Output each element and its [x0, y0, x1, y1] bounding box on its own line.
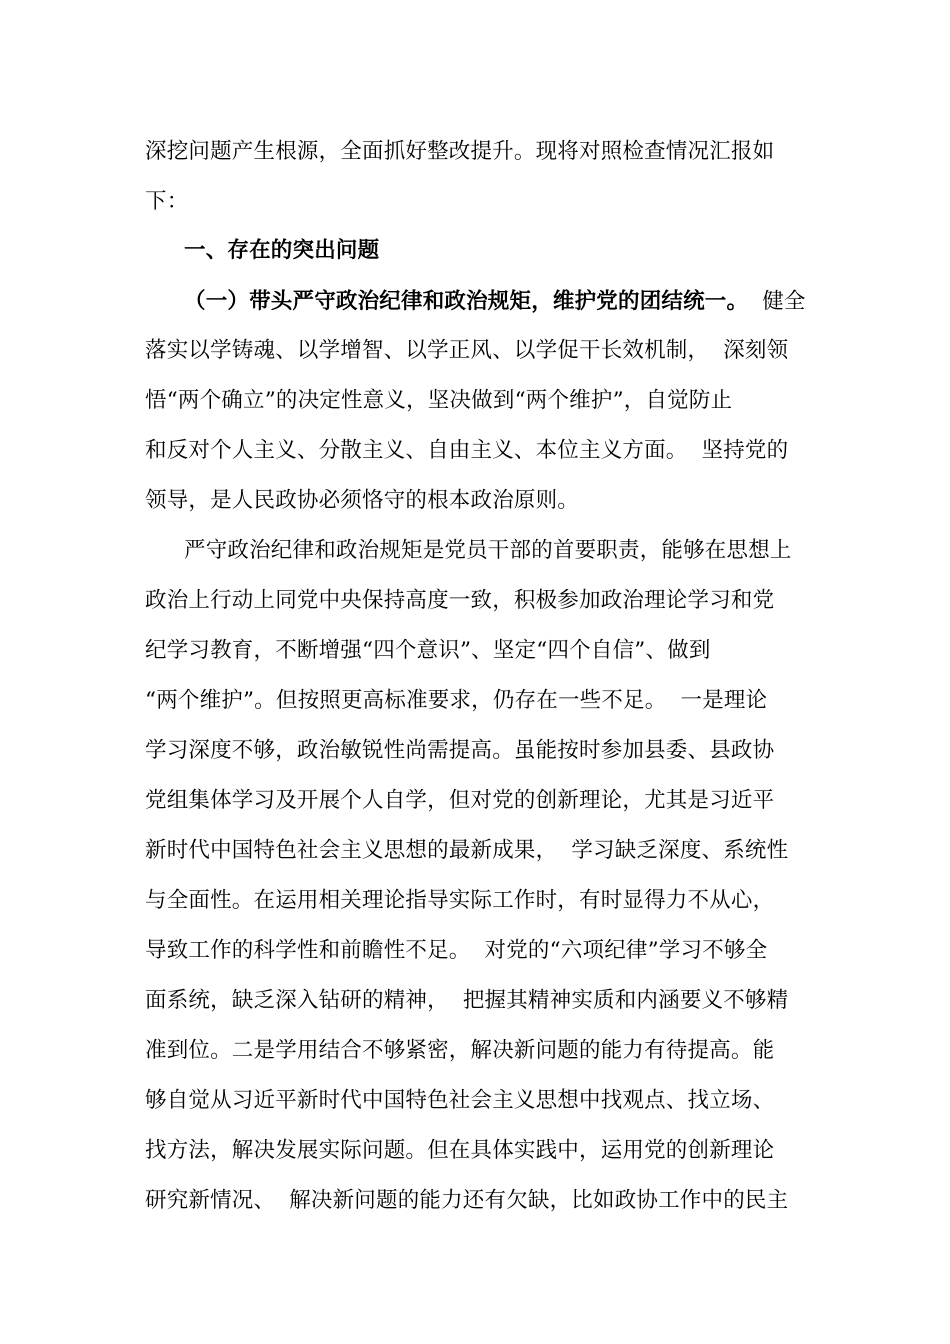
text-run: 下：	[145, 189, 189, 214]
paragraph-line	[145, 986, 815, 1016]
text-run: 把握其精神实质和内涵要义不够精	[462, 988, 789, 1013]
text-run: 学习深度不够，政治敏锐性尚需提高。虽能按时参加县委、县政协	[145, 738, 775, 763]
paragraph-line	[145, 1136, 815, 1166]
text-run: 政治上行动上同党中央保持高度一致，积极参加政治理论学习和党	[145, 588, 775, 613]
paragraph-line	[145, 137, 815, 167]
text-run: 落实以学铸魂、以学增智、以学正风、以学促干长效机制，	[145, 338, 710, 363]
paragraph-line	[145, 686, 815, 716]
text-run: 一是理论	[680, 688, 768, 713]
paragraph-line	[145, 386, 815, 416]
paragraph-line	[145, 187, 815, 217]
text-run: 解决新问题的能力还有欠缺，比如政协工作中的民主	[289, 1188, 789, 1213]
text-run: 健全	[762, 289, 806, 314]
text-run: 坚持党的	[701, 438, 789, 463]
paragraph-line	[145, 486, 815, 516]
text-run: 严守政治纪律和政治规矩是党员干部的首要职责，能够在思想上	[184, 538, 792, 563]
text-run: 够自觉从习近平新时代中国特色社会主义思想中找观点、找立场、	[145, 1088, 775, 1113]
text-run: 领导，是人民政协必须恪守的根本政治原则。	[145, 488, 580, 513]
heading-text: 一、存在的突出问题	[184, 238, 380, 263]
text-run: 找方法，解决发展实际问题。但在具体实践中，运用党的创新理论	[145, 1138, 775, 1163]
section-heading	[184, 236, 814, 266]
paragraph-line	[145, 936, 815, 966]
paragraph-line	[184, 287, 814, 317]
text-run: “两个维护”。但按照更高标准要求，仍存在一些不足。	[145, 688, 667, 713]
paragraph-line	[145, 436, 815, 466]
paragraph-line	[145, 586, 815, 616]
text-run: 党组集体学习及开展个人自学，但对党的创新理论，尤其是习近平	[145, 788, 775, 813]
text-run: 对党的“六项纪律”学习不够全	[484, 938, 768, 963]
text-run: 深刻领	[723, 338, 789, 363]
paragraph-line	[145, 336, 815, 366]
text-run: 与全面性。在运用相关理论指导实际工作时，有时显得力不从心，	[145, 888, 775, 913]
paragraph-line	[145, 1086, 815, 1116]
paragraph-line	[145, 1186, 815, 1216]
text-run: 学习缺乏深度、系统性	[571, 838, 789, 863]
text-run: 导致工作的科学性和前瞻性不足。	[145, 938, 471, 963]
subheading-text: （一）带头严守政治纪律和政治规矩，维护党的团结统一。	[184, 289, 749, 314]
paragraph-line	[184, 536, 814, 566]
paragraph-line	[145, 736, 815, 766]
text-run: 和反对个人主义、分散主义、自由主义、本位主义方面。	[145, 438, 688, 463]
text-run: 纪学习教育，不断增强“四个意识”、坚定“四个自信”、做到	[145, 638, 711, 663]
text-run: 新时代中国特色社会主义思想的最新成果，	[145, 838, 558, 863]
text-run: 深挖问题产生根源，全面抓好整改提升。现将对照检查情况汇报如	[145, 139, 775, 164]
text-run: 研究新情况、	[145, 1188, 276, 1213]
text-run: 面系统，缺乏深入钻研的精神，	[145, 988, 449, 1013]
paragraph-line	[145, 786, 815, 816]
text-run: 准到位。二是学用结合不够紧密，解决新问题的能力有待提高。能	[145, 1038, 775, 1063]
paragraph-line	[145, 886, 815, 916]
text-run: 悟“两个确立”的决定性意义，坚决做到“两个维护”，自觉防止	[145, 388, 733, 413]
paragraph-line	[145, 636, 815, 666]
paragraph-line	[145, 1036, 815, 1066]
paragraph-line	[145, 836, 815, 866]
